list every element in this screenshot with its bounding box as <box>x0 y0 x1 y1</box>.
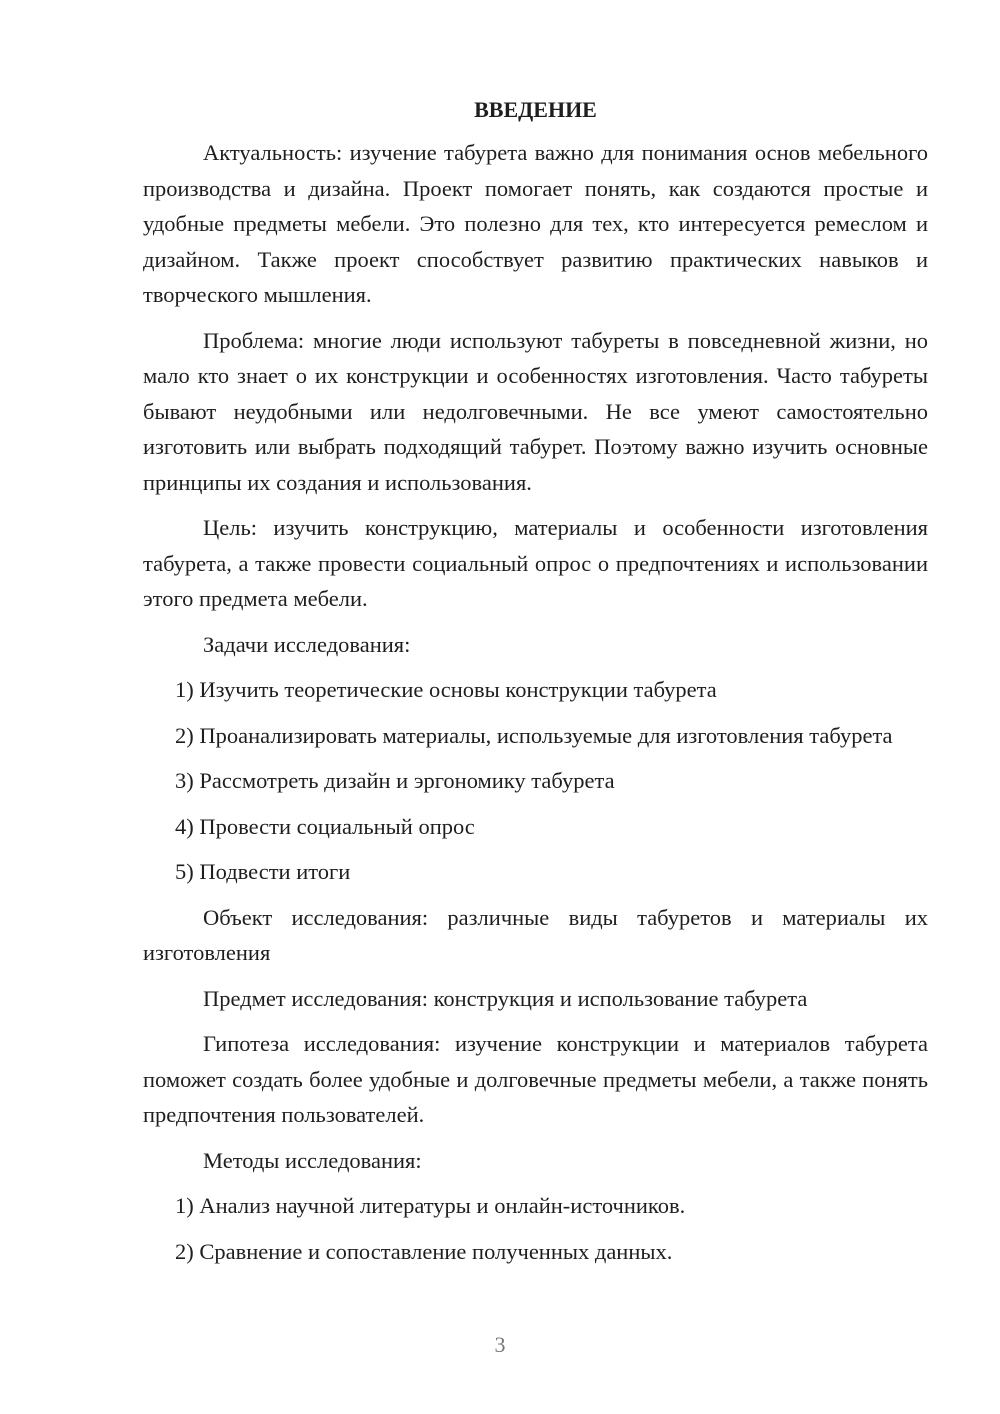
task-item: 1) Изучить теоретические основы конструкции табурета <box>175 677 717 702</box>
task-item: 4) Провести социальный опрос <box>175 813 475 839</box>
method-item: 2) Сравнение и сопоставление полученных данных. <box>175 1238 673 1264</box>
tasks-heading: Задачи исследования: <box>203 631 411 657</box>
relevance-paragraph: Актуальность: изучение табурета важно для понимания основ мебельного производства и дизайна. Проект помогает понять, как создаются простые и удобные предметы мебели. Это полезно для тех, кто интересуется ремеслом и дизайном. Также проект способствует развитию практических навыков и творческого мышления. <box>143 140 928 307</box>
document-page <box>143 94 928 1269</box>
section-heading: ВВЕДЕНИЕ <box>474 97 597 122</box>
method-item: 1) Анализ научной литературы и онлайн-источников. <box>175 1193 686 1218</box>
problem-paragraph: Проблема: многие люди используют табуреты в повседневной жизни, но мало кто знает о их конструкции и особенностях изготовления. Часто табуреты бывают неудобными или недолговечными. Не все умеют самостоятельно изготовить или выбрать подходящий табурет. Поэтому важно изучить основные принципы их создания и использования. <box>143 327 928 495</box>
object-paragraph: Объект исследования: различные виды табуретов и материалы их изготовления <box>143 904 928 965</box>
hypothesis-paragraph: Гипотеза исследования: изучение конструкции и материалов табурета поможет создать более удобные и долговечные предметы мебели, а также понять предпочтения пользователей. <box>143 1031 928 1127</box>
subject-paragraph: Предмет исследования: конструкция и использование табурета <box>203 985 808 1011</box>
task-item: 5) Подвести итоги <box>175 859 351 884</box>
task-item: 2) Проанализировать материалы, используемые для изготовления табурета <box>175 722 893 748</box>
goal-paragraph: Цель: изучить конструкцию, материалы и особенности изготовления табурета, а также провести социальный опрос о предпочтениях и использовании этого предмета мебели. <box>143 515 928 611</box>
page-number: 3 <box>494 1332 506 1357</box>
task-item: 3) Рассмотреть дизайн и эргономику табурета <box>175 768 615 793</box>
methods-heading: Методы исследования: <box>203 1147 422 1173</box>
